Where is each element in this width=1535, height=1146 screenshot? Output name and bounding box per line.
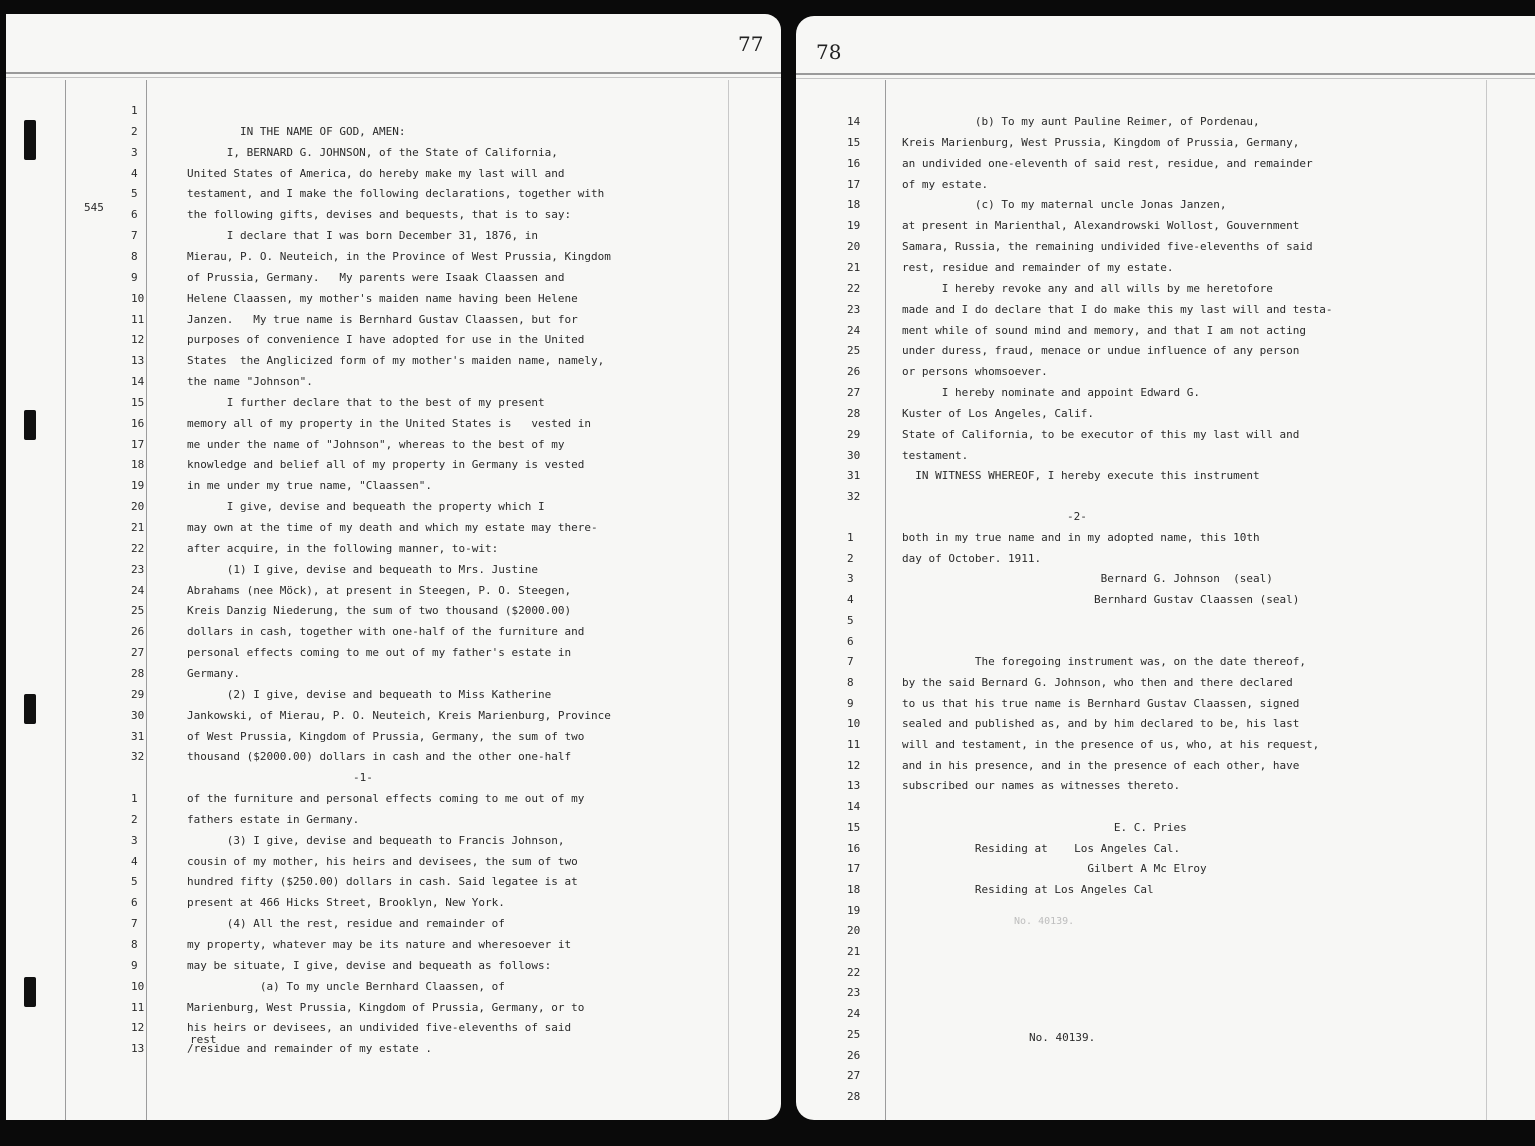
line-number: 31: [131, 729, 145, 743]
line-number: 30: [131, 708, 145, 722]
line-number: 18: [847, 882, 861, 896]
line-number: 10: [131, 979, 145, 993]
text-line: I, BERNARD G. JOHNSON, of the State of California,: [187, 145, 558, 159]
line-number: 10: [847, 717, 861, 731]
text-line: Bernard G. Johnson (seal): [902, 572, 1273, 586]
text-line: and in his presence, and in the presence of each other, have: [902, 758, 1300, 772]
page-number-left: 77: [738, 32, 764, 56]
text-line: The foregoing instrument was, on the date thereof,: [902, 655, 1306, 669]
line-number: 16: [847, 841, 861, 855]
text-line: to us that his true name is Bernhard Gustav Claassen, signed: [902, 696, 1300, 710]
text-line: Residing at Los Angeles Cal.: [902, 841, 1181, 855]
text-line: I give, devise and bequeath the property which I: [187, 500, 545, 514]
line-number: 9: [131, 270, 138, 284]
line-number: 11: [131, 1000, 145, 1014]
text-line: State of California, to be executor of this my last will and: [902, 427, 1300, 441]
line-number: 9: [847, 696, 854, 710]
line-number: 2: [131, 812, 138, 826]
text-line: memory all of my property in the United States is vested in: [187, 416, 591, 430]
line-number: 29: [131, 687, 145, 701]
line-number: 26: [847, 1048, 861, 1062]
line-number: 1: [847, 531, 854, 544]
line-number: 16: [131, 416, 145, 430]
margin-line: [65, 80, 66, 1120]
line-number: 19: [847, 903, 861, 917]
text-line: of West Prussia, Kingdom of Prussia, Germany, the sum of two: [187, 729, 585, 743]
line-number: 15: [847, 135, 861, 149]
line-number: 6: [131, 896, 138, 910]
text-line: or persons whomsoever.: [902, 365, 1048, 379]
line-number: 28: [847, 1089, 861, 1103]
header-rule-thin: [796, 78, 1535, 79]
line-number: 6: [131, 208, 138, 222]
text-line: the following gifts, devises and bequests, that is to say:: [187, 208, 572, 222]
line-number: 26: [131, 625, 145, 639]
text-line: United States of America, do hereby make my last will and: [187, 166, 565, 180]
text-line: E. C. Pries: [902, 820, 1187, 834]
file-number: No. 40139.: [1029, 1031, 1096, 1044]
line-number: 23: [847, 986, 861, 1000]
line-number: 20: [847, 924, 861, 938]
text-line: Gilbert A Mc Elroy: [902, 862, 1207, 876]
line-number: 6: [847, 634, 854, 648]
line-number: 14: [847, 800, 861, 814]
line-number: 8: [131, 249, 138, 263]
line-number: 24: [847, 323, 861, 337]
text-line: I hereby nominate and appoint Edward G.: [902, 386, 1201, 400]
line-number: 17: [847, 862, 861, 876]
line-number: 32: [131, 750, 145, 764]
text-line: dollars in cash, together with one-half of the furniture and: [187, 625, 585, 639]
text-line: (c) To my maternal uncle Jonas Janzen,: [902, 198, 1227, 212]
text-line: cousin of my mother, his heirs and devisees, the sum of two: [187, 854, 578, 868]
header-rule: [6, 72, 781, 74]
text-line: after acquire, in the following manner, to-wit:: [187, 541, 499, 555]
line-number: 24: [131, 583, 145, 597]
line-number: 5: [131, 875, 138, 889]
line-number: 4: [847, 593, 854, 607]
line-number: 32: [847, 490, 861, 504]
line-number: 23: [131, 562, 145, 576]
line-number: 1: [131, 104, 138, 117]
left-page: [6, 14, 781, 1120]
line-number: 2: [131, 124, 138, 138]
line-number: 22: [131, 541, 145, 555]
text-line: of Prussia, Germany. My parents were Isaak Claassen and: [187, 270, 565, 284]
line-number: 30: [847, 448, 861, 462]
line-number: 7: [131, 917, 138, 931]
line-number: 22: [847, 965, 861, 979]
text-line: Kreis Danzig Niederung, the sum of two thousand ($2000.00): [187, 604, 572, 618]
line-number: 14: [847, 115, 861, 128]
text-line: subscribed our names as witnesses thereto.: [902, 779, 1181, 793]
binder-hole: [24, 120, 36, 160]
line-number: 17: [847, 177, 861, 191]
binder-hole: [24, 694, 36, 724]
line-number: 27: [847, 386, 861, 400]
text-line: Residing at Los Angeles Cal: [902, 882, 1154, 896]
text-line: testament, and I make the following declarations, together with: [187, 187, 605, 201]
line-number: 1: [131, 792, 138, 805]
line-number: 3: [847, 572, 854, 586]
text-line: of the furniture and personal effects coming to me out of my: [187, 792, 585, 805]
text-line: hundred fifty ($250.00) dollars in cash. Said legatee is at: [187, 875, 578, 889]
text-line: I hereby revoke any and all wills by me heretofore: [902, 281, 1273, 295]
text-line: (1) I give, devise and bequeath to Mrs. Justine: [187, 562, 538, 576]
line-number: 21: [131, 521, 145, 534]
text-line: personal effects coming to me out of my father's estate in: [187, 646, 572, 660]
text-line: (b) To my aunt Pauline Reimer, of Pordenau,: [902, 115, 1260, 128]
line-number: 11: [847, 738, 861, 751]
text-line: me under the name of "Johnson", whereas to the best of my: [187, 437, 565, 451]
line-number: 24: [847, 1007, 861, 1021]
line-number: 22: [847, 281, 861, 295]
text-line: rest, residue and remainder of my estate.: [902, 260, 1174, 274]
line-number: 2: [847, 551, 854, 565]
text-line: fathers estate in Germany.: [187, 812, 360, 826]
text-line: Mierau, P. O. Neuteich, in the Province of West Prussia, Kingdom: [187, 249, 611, 263]
text-line: Jankowski, of Mierau, P. O. Neuteich, Kreis Marienburg, Province: [187, 708, 611, 722]
line-number: 31: [847, 469, 861, 483]
text-line: the name "Johnson".: [187, 375, 313, 389]
text-line: (a) To my uncle Bernhard Claassen, of: [187, 979, 505, 993]
binder-hole: [24, 410, 36, 440]
text-line: I further declare that to the best of my present: [187, 395, 545, 409]
text-line: testament.: [902, 448, 969, 462]
text-line: Kuster of Los Angeles, Calif.: [902, 406, 1095, 420]
text-line: may be situate, I give, devise and bequeath as follows:: [187, 958, 552, 972]
line-number: 5: [847, 613, 854, 627]
text-line: I declare that I was born December 31, 1876, in: [187, 229, 538, 243]
line-number: 25: [847, 1027, 861, 1041]
header-rule: [796, 73, 1535, 75]
text-line: (3) I give, devise and bequeath to Francis Johnson,: [187, 833, 565, 847]
line-number: 13: [131, 354, 145, 368]
header-rule-thin: [6, 77, 781, 78]
line-number: 13: [847, 779, 861, 793]
line-number: 26: [847, 365, 861, 379]
text-line: thousand ($2000.00) dollars in cash and the other one-half: [187, 750, 572, 764]
line-number: 13: [131, 1042, 145, 1056]
page-footer: -1-: [353, 771, 373, 784]
line-number: 27: [847, 1069, 861, 1083]
line-number: 5: [131, 187, 138, 201]
page-number-right: 78: [816, 40, 842, 64]
line-number: 3: [131, 145, 138, 159]
line-number: 15: [847, 820, 861, 834]
line-number: 18: [847, 198, 861, 212]
line-number: 19: [131, 479, 145, 493]
text-line: ment while of sound mind and memory, and that I am not acting: [902, 323, 1306, 337]
line-number: 18: [131, 458, 145, 472]
text-line: an undivided one-eleventh of said rest, residue, and remainder: [902, 156, 1313, 170]
line-number-rule: [146, 80, 147, 1120]
right-page: [796, 16, 1535, 1120]
text-line: States the Anglicized form of my mother's maiden name, namely,: [187, 354, 605, 368]
line-number: 12: [131, 1021, 145, 1035]
text-line: Abrahams (nee Möck), at present in Steegen, P. O. Steegen,: [187, 583, 572, 597]
line-number: 10: [131, 291, 145, 305]
line-number: 11: [131, 312, 145, 326]
line-number: 28: [131, 666, 145, 680]
page-footer: -2-: [1067, 510, 1087, 523]
line-number: 20: [847, 240, 861, 254]
text-line: both in my true name and in my adopted name, this 10th: [902, 531, 1260, 544]
line-number: 7: [847, 655, 854, 669]
line-number: 9: [131, 958, 138, 972]
line-number: 27: [131, 646, 145, 660]
text-line: Marienburg, West Prussia, Kingdom of Prussia, Germany, or to: [187, 1000, 585, 1014]
text-line: Helene Claassen, my mother's maiden name having been Helene: [187, 291, 578, 305]
text-line: Bernhard Gustav Claassen (seal): [902, 593, 1300, 607]
line-number: 21: [847, 945, 861, 958]
line-number: 12: [131, 333, 145, 347]
line-number: 21: [847, 260, 861, 274]
line-number: 19: [847, 219, 861, 233]
margin-number: 545: [84, 201, 104, 214]
line-number: 15: [131, 395, 145, 409]
right-margin-rule: [728, 80, 729, 1120]
line-number: 3: [131, 833, 138, 847]
text-line: at present in Marienthal, Alexandrowski Wollost, Gouvernment: [902, 219, 1300, 233]
text-line: under duress, fraud, menace or undue influence of any person: [902, 344, 1300, 358]
text-line: IN WITNESS WHEREOF, I hereby execute this instrument: [902, 469, 1260, 483]
text-line: Kreis Marienburg, West Prussia, Kingdom of Prussia, Germany,: [902, 135, 1300, 149]
line-number: 20: [131, 500, 145, 514]
text-line: knowledge and belief all of my property in Germany is vested: [187, 458, 585, 472]
right-margin-rule: [1486, 80, 1487, 1120]
faint-stamp: No. 40139.: [1014, 916, 1075, 927]
text-line: (2) I give, devise and bequeath to Miss Katherine: [187, 687, 552, 701]
binder-hole: [24, 977, 36, 1007]
line-number-rule: [885, 80, 886, 1120]
text-line: in me under my true name, "Claassen".: [187, 479, 433, 493]
interlineation: rest: [190, 1033, 217, 1046]
text-line: present at 466 Hicks Street, Brooklyn, New York.: [187, 896, 505, 910]
line-number: 28: [847, 406, 861, 420]
text-line: (4) All the rest, residue and remainder of: [187, 917, 505, 931]
text-line: purposes of convenience I have adopted for use in the United: [187, 333, 585, 347]
text-line: Samara, Russia, the remaining undivided five-elevenths of said: [902, 240, 1313, 254]
text-line: his heirs or devisees, an undivided five-elevenths of said: [187, 1021, 572, 1035]
line-number: 23: [847, 302, 861, 316]
text-line: my property, whatever may be its nature and wheresoever it: [187, 937, 572, 951]
text-line: by the said Bernard G. Johnson, who then and there declared: [902, 675, 1293, 689]
text-line: Janzen. My true name is Bernhard Gustav Claassen, but for: [187, 312, 578, 326]
text-line: /residue and remainder of my estate .: [187, 1042, 433, 1056]
text-line: may own at the time of my death and which my estate may there-: [187, 521, 598, 534]
line-number: 8: [131, 937, 138, 951]
line-number: 4: [131, 854, 138, 868]
line-number: 8: [847, 675, 854, 689]
line-number: 14: [131, 375, 145, 389]
text-line: made and I do declare that I do make this my last will and testa-: [902, 302, 1333, 316]
text-line: will and testament, in the presence of us, who, at his request,: [902, 738, 1320, 751]
line-number: 25: [847, 344, 861, 358]
line-number: 4: [131, 166, 138, 180]
text-line: of my estate.: [902, 177, 989, 191]
line-number: 17: [131, 437, 145, 451]
line-number: 29: [847, 427, 861, 441]
line-number: 7: [131, 229, 138, 243]
text-line: sealed and published as, and by him declared to be, his last: [902, 717, 1300, 731]
line-number: 16: [847, 156, 861, 170]
line-number: 25: [131, 604, 145, 618]
text-line: Germany.: [187, 666, 240, 680]
line-number: 12: [847, 758, 861, 772]
text-line: day of October. 1911.: [902, 551, 1042, 565]
text-line: IN THE NAME OF GOD, AMEN:: [187, 124, 406, 138]
